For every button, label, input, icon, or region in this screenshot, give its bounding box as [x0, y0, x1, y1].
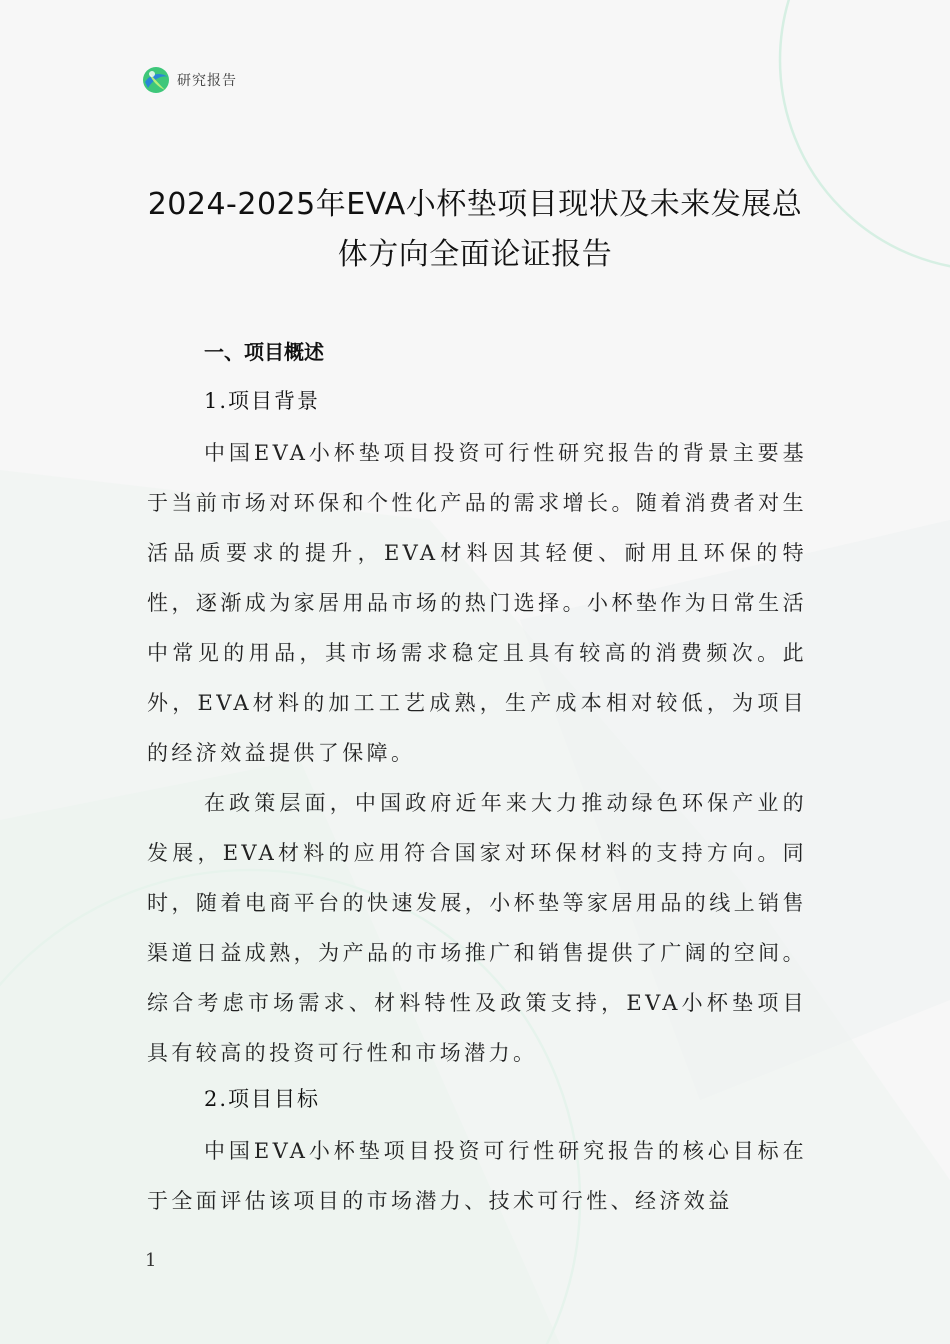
subsection-heading: 1.项目背景	[204, 389, 321, 413]
paragraph: 中国EVA小杯垫项目投资可行性研究报告的背景主要基于当前市场对环保和个性化产品的需求增长。随着消费者对生活品质要求的提升，EVA材料因其轻便、耐用且环保的特性，逐渐成为家居用品市场的热门选择。小杯垫作为日常生活中常见的用品，其市场需求稳定且具有较高的消费频次。此外，EVA材料的加工工艺成熟，生产成本相对较低，为项目的经济效益提供了保障。	[147, 441, 807, 765]
report-header	[142, 66, 237, 94]
section-heading: 一、项目概述	[204, 340, 324, 364]
page-number: 1	[145, 1250, 157, 1271]
header-label: 研究报告	[177, 73, 237, 89]
report-logo-icon	[142, 66, 170, 94]
paragraph: 在政策层面，中国政府近年来大力推动绿色环保产业的发展，EVA材料的应用符合国家对环保材料的支持方向。同时，随着电商平台的快速发展，小杯垫等家居用品的线上销售渠道日益成熟，为产品的市场推广和销售提供了广阔的空间。综合考虑市场需求、材料特性及政策支持，EVA小杯垫项目具有较高的投资可行性和市场潜力。	[147, 791, 807, 1065]
page-title: 2024-2025年EVA小杯垫项目现状及未来发展总体方向全面论证报告	[147, 187, 803, 272]
subsection-heading: 2.项目目标	[204, 1087, 321, 1111]
report-body	[147, 332, 807, 1226]
paragraph: 中国EVA小杯垫项目投资可行性研究报告的核心目标在于全面评估该项目的市场潜力、技术可行性、经济效益	[147, 1139, 807, 1213]
